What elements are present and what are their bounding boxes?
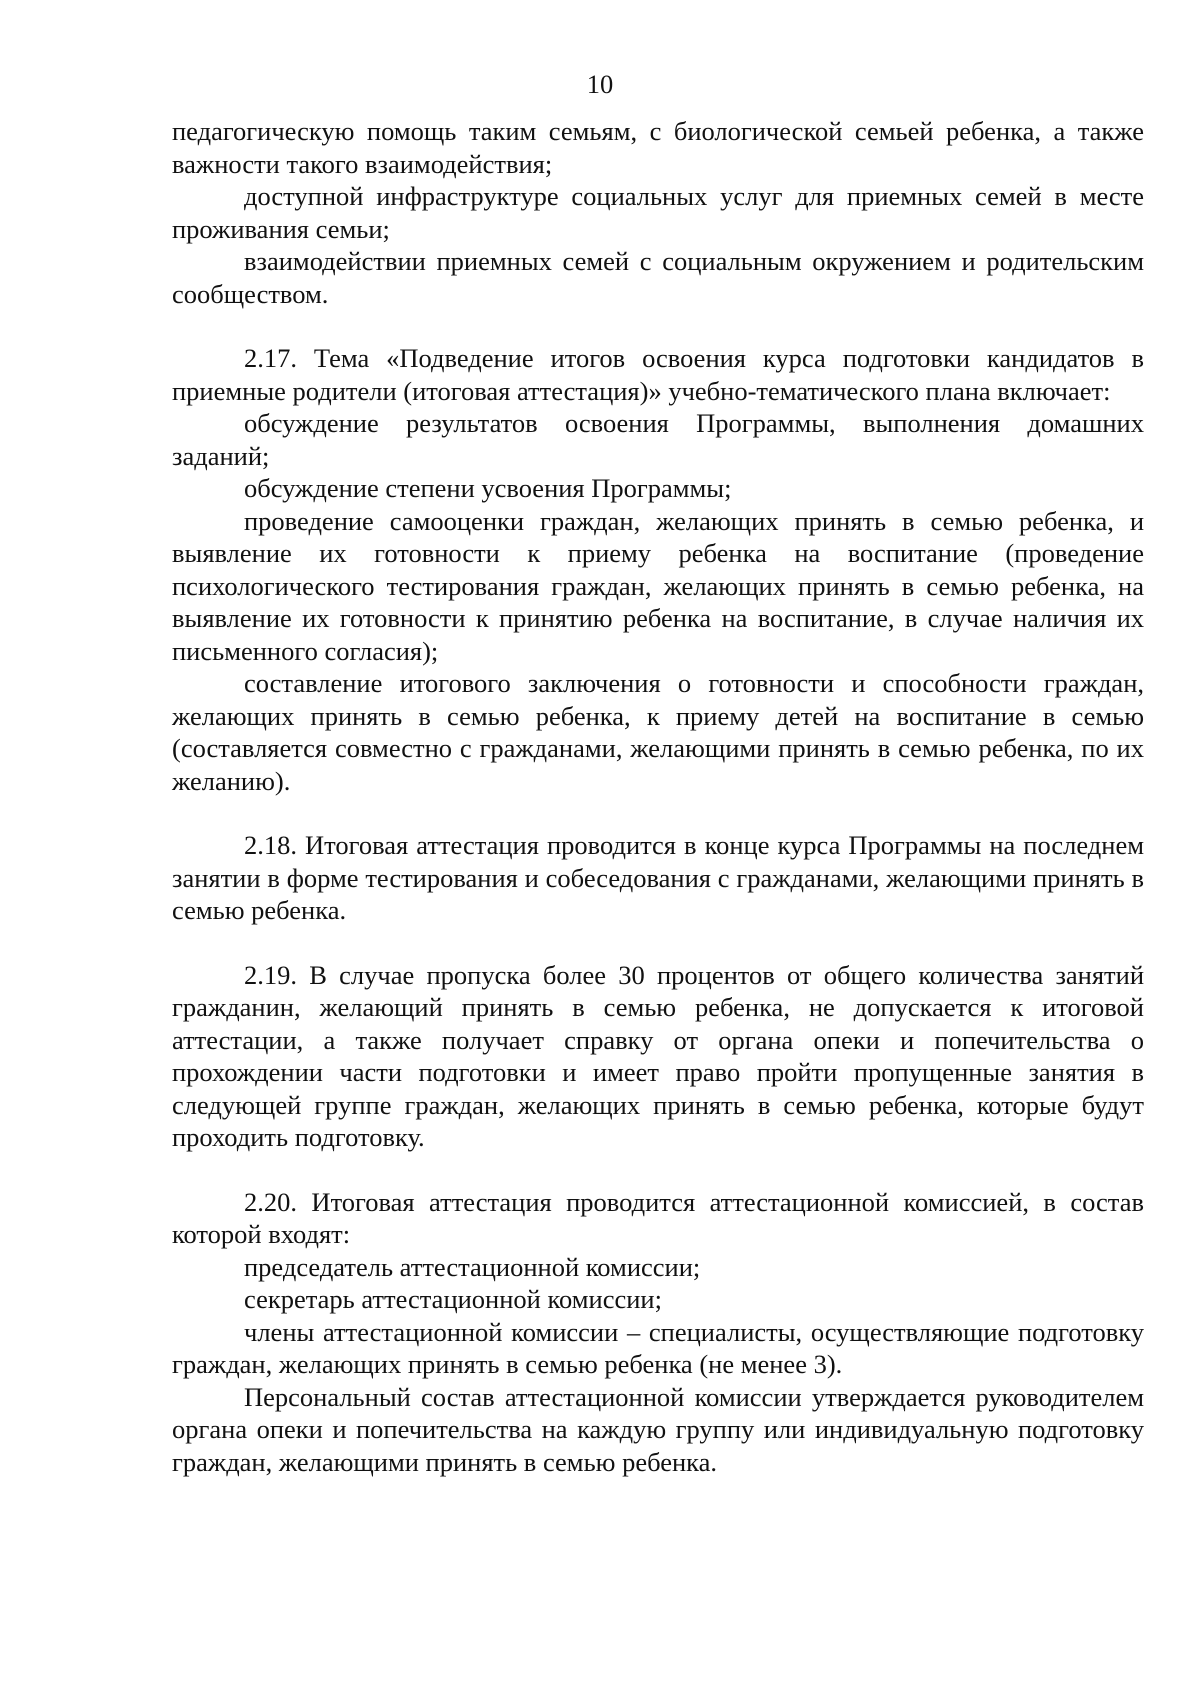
list-item-chairman: председатель аттестационной комиссии; [244,1251,701,1282]
section-2-20-heading: 2.20. Итоговая аттестация проводится аттестационной комиссией, в состав которой входят: [172,1186,1144,1249]
paragraph-continuation: педагогическую помощь таким семьям, с биологической семьей ребенка, а также важности такого взаимодействия; [172,116,1144,179]
document-body [172,115,1144,1478]
list-item-self-assessment: проведение самооценки граждан, желающих принять в семью ребенка, и выявление их готовности к приему ребенка на воспитание (проведение психологического тестирования граждан, желающих принять в семью ребенка, на выявление их готовности к принятию ребенка на воспитание, в случае наличия их письменного согласия); [172,505,1144,666]
section-2-17-heading: 2.17. Тема «Подведение итогов освоения курса подготовки кандидатов в приемные родители (итоговая аттестация)» учебно-тематического плана включает: [172,343,1144,406]
section-gap [172,1154,1144,1186]
list-item-results-discussion: обсуждение результатов освоения Программы, выполнения домашних заданий; [172,408,1144,471]
section-gap [172,797,1144,829]
paragraph-interaction: взаимодействии приемных семей с социальным окружением и родительским сообществом. [172,246,1144,309]
page-number: 10 [586,69,614,99]
section-gap [172,310,1144,342]
list-item-secretary: секретарь аттестационной комиссии; [244,1284,662,1314]
section-2-18: 2.18. Итоговая аттестация проводится в конце курса Программы на последнем занятии в форме тестирования и собеседования с гражданами, желающими принять в семью ребенка. [172,830,1144,925]
section-2-19: 2.19. В случае пропуска более 30 процентов от общего количества занятий гражданин, желающий принять в семью ребенка, не допускается к итоговой аттестации, а также получает справку от органа опеки и попечительства о прохождении части подготовки и имеет право пройти пропущенные занятия в следующей группе граждан, желающих принять в семью ребенка, которые будут проходить подготовку. [172,959,1144,1152]
paragraph-infrastructure: доступной инфраструктуре социальных услуг для приемных семей в месте проживания семьи; [172,181,1144,244]
list-item-members: члены аттестационной комиссии – специалисты, осуществляющие подготовку граждан, желающих принять в семью ребенка (не менее 3). [172,1316,1144,1379]
section-gap [172,927,1144,959]
list-item-final-conclusion: составление итогового заключения о готовности и способности граждан, желающих принять в семью ребенка, к приему детей на воспитание в семью (составляется совместно с гражданами, желающими принять в семью ребенка, по их желанию). [172,668,1144,796]
list-item-mastery-discussion: обсуждение степени усвоения Программы; [244,473,732,503]
paragraph-personal-composition: Персональный состав аттестационной комиссии утверждается руководителем органа опеки и попечительства на каждую группу или индивидуальную подготовку граждан, желающими принять в семью ребенка. [172,1381,1144,1477]
